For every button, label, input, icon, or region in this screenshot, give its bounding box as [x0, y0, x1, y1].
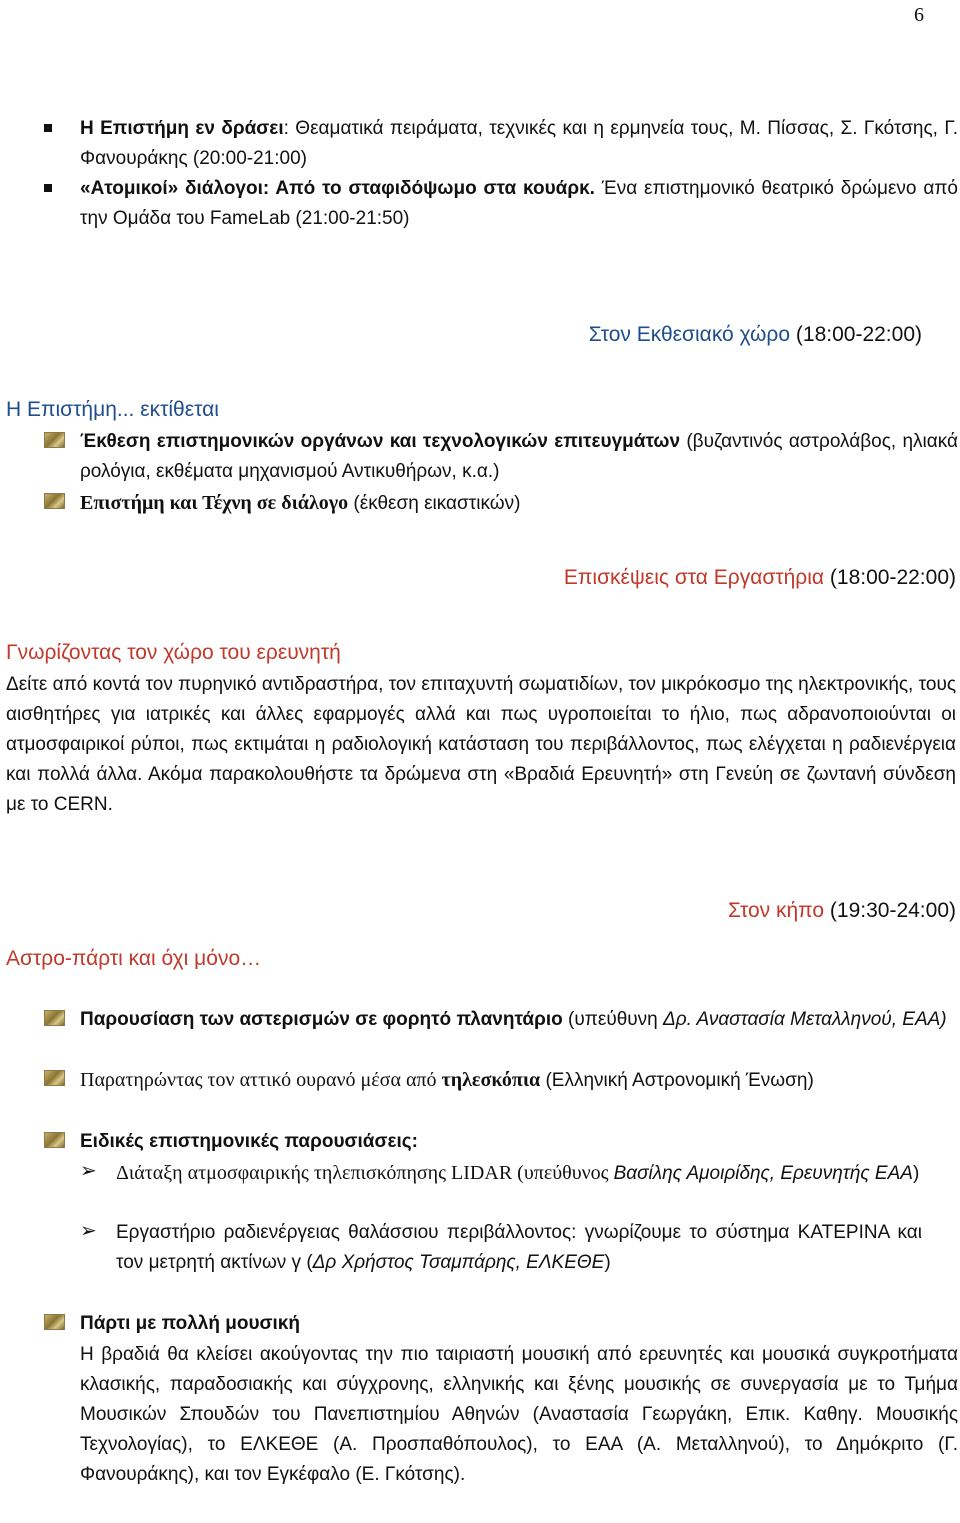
event-title: «Ατομικοί» διάλογοι: Από το σταφιδόψωμο στα κουάρκ. [80, 178, 595, 199]
section-time: (18:00-22:00) [795, 323, 922, 346]
item-text: (βυζαντινός αστρολάβος, ηλιακά ρολόγια, εκθέματα μηχανισμού Αντικυθήρων, κ.α.) [80, 431, 958, 482]
garden-item-2 [80, 1065, 958, 1096]
event-text: Ένα επιστημονικό θεατρικό δρώμενο από την Ομάδα του FameLab (21:00-21:50) [80, 178, 958, 229]
page-number: 6 [914, 4, 924, 26]
arrow-bullet-icon: ➢ [80, 1220, 97, 1242]
event-text: : Θεαματικά πειράματα, τεχνικές και η ερμηνεία τους, Μ. Πίσσας, Σ. Γκότσης, Γ. Φανουράκης (20:00-21:00) [80, 118, 958, 169]
garden-subitem-2 [116, 1218, 922, 1278]
image-bullet-icon [44, 1314, 65, 1330]
item-person: Βασίλης Αμοιρίδης, Ερευνητής ΕΑΑ [613, 1163, 913, 1184]
item-title: τηλεσκόπια [441, 1069, 541, 1091]
item-text: (έκθεση εικαστικών) [348, 493, 521, 514]
arrow-bullet-icon: ➢ [80, 1160, 97, 1182]
section-title: Επισκέψεις στα Εργαστήρια [563, 566, 825, 589]
square-bullet-icon [44, 184, 52, 192]
item-title: Παρουσίαση των αστερισμών σε φορητό πλανητάριο [80, 1009, 563, 1030]
image-bullet-icon [44, 1010, 65, 1026]
labs-heading [0, 563, 956, 593]
item-person: Δρ. Αναστασία Μεταλληνού, ΕΑΑ) [663, 1009, 947, 1030]
section-time: (19:30-24:00) [829, 899, 956, 922]
item-text: Διάταξη ατμοσφαιρικής τηλεπισκόπησης LIDAR (υπεύθυνος [116, 1162, 614, 1184]
exhibit-item-1 [80, 427, 958, 487]
exhibit-heading [0, 320, 922, 350]
item-text: Εργαστήριο ραδιενέργειας θαλάσσιου περιβάλλοντος: γνωρίζουμε το σύστημα ΚΑΤΕΡΙΝΑ και τον μετρητή ακτίνων γ ( [116, 1222, 922, 1273]
image-bullet-icon [44, 1070, 65, 1086]
garden-subitem-1 [116, 1158, 922, 1189]
garden-item-4 [80, 1309, 958, 1339]
item-text: Παρατηρώντας τον αττικό ουρανό μέσα από [80, 1069, 442, 1091]
section-title: Στον Εκθεσιακό χώρο [588, 323, 791, 346]
event-item-2 [80, 174, 958, 234]
item-title: Επιστήμη και Τέχνη σε διάλογο [80, 492, 349, 514]
garden-heading [0, 896, 956, 926]
image-bullet-icon [44, 493, 65, 509]
event-item-1 [80, 114, 958, 174]
image-bullet-icon [44, 1132, 65, 1148]
item-title: Έκθεση επιστημονικών οργάνων και τεχνολογικών επιτευγμάτων [80, 431, 681, 452]
labs-subheading: Γνωρίζοντας τον χώρο του ερευνητή [6, 641, 341, 664]
item-text: ) [604, 1252, 611, 1273]
item-person: Δρ Χρήστος Τσαμπάρης, ΕΛΚΕΘΕ [312, 1252, 605, 1273]
square-bullet-icon [44, 124, 52, 132]
section-title: Στον κήπο [728, 899, 825, 922]
item-text: (Ελληνική Αστρονομική Ένωση) [540, 1070, 814, 1091]
image-bullet-icon [44, 432, 65, 448]
labs-paragraph: Δείτε από κοντά τον πυρηνικό αντιδραστήρα, τον επιταχυντή σωματιδίων, τον μικρόκοσμο της ηλεκτρονικής, τους αισθητήρες για ιατρικές και άλλες εφαρμογές αλλά και πως υγροποιείται το ήλιο, πως αδρανοποιούνται οι ατμοσφαιρικοί ρύποι, πως εκτιμάται η ραδιολογική κατάσταση του περιβάλλοντος, πως ελέγχεται η ραδιενέργεια και πολλά άλλα. Ακόμα παρακολουθήστε τα δρώμενα στη «Βραδιά Ερευνητή» στη Γενεύη σε ζωντανή σύνδεση με το CERN. [6, 674, 956, 815]
item-text: ) [912, 1163, 920, 1184]
event-title: Η Επιστήμη εν δράσει [80, 118, 284, 139]
item-title: Ειδικές επιστημονικές παρουσιάσεις: [80, 1131, 418, 1152]
item-title: Πάρτι με πολλή μουσική [80, 1313, 300, 1334]
garden-item-1 [80, 1005, 958, 1035]
garden-paragraph: Η βραδιά θα κλείσει ακούγοντας την πιο ταιριαστή μουσική από ερευνητές και μουσικά συγκροτήματα κλασικής, παραδοσιακής και σύγχρονης, ελληνικής και ξένης μουσικής σε συνεργασία με το Τμήμα Μουσικών Σπουδών του Πανεπιστημίου Αθηνών (Αναστασία Γεωργάκη, Επικ. Καθηγ. Μουσικής Τεχνολογίας), το ΕΛΚΕΘΕ (Α. Προσπαθόπουλος), το ΕΑΑ (Α. Μεταλληνού), το Δημόκριτο (Γ. Φανουράκης), και τον Εγκέφαλο (Ε. Γκότσης). [80, 1344, 958, 1485]
section-time: (18:00-22:00) [829, 566, 956, 589]
exhibit-subheading: Η Επιστήμη... εκτίθεται [6, 398, 219, 421]
garden-item-3 [80, 1127, 958, 1157]
exhibit-item-2 [80, 488, 958, 519]
item-text: (υπεύθυνη [562, 1009, 664, 1030]
garden-subheading: Αστρο-πάρτι και όχι μόνο… [6, 947, 262, 970]
